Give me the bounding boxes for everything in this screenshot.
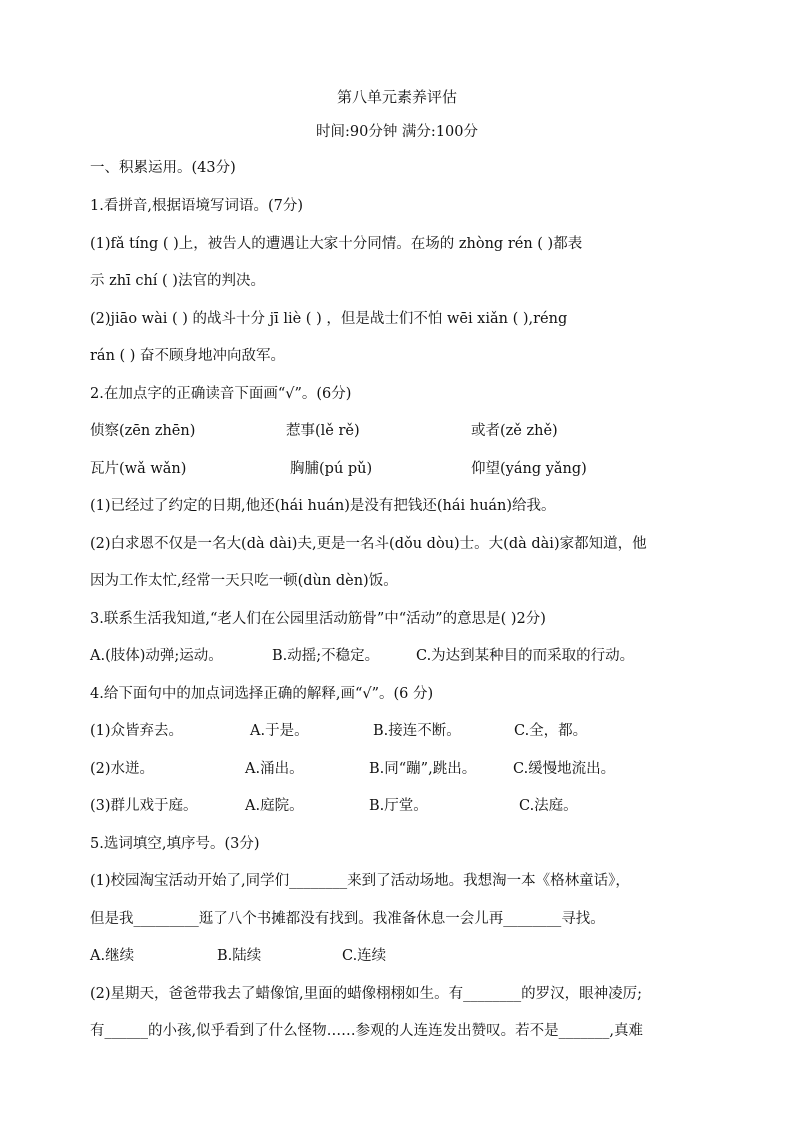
q4-row1-option-c: C.全，都。 bbox=[514, 723, 588, 739]
q5-option-a: A.继续 bbox=[90, 948, 135, 964]
page-title: 第八单元素养评估 bbox=[336, 88, 457, 106]
q2-sentence1: (1)已经过了约定的日期,他还(hái huán)是没有把钱还(hái huán)给我。 bbox=[90, 498, 556, 514]
q4-row2-option-b: B.同“蹦”,跳出。 bbox=[369, 761, 477, 777]
q4-row3-option-b: B.厅堂。 bbox=[369, 798, 428, 814]
q4-row1-option-a: A.于是。 bbox=[250, 723, 309, 739]
q1-part2-line1: (2)jiāo wài ( ) 的战斗十分 jī liè ( ) ，但是战士们不怕 wēi xiǎn ( ),réng bbox=[90, 311, 568, 327]
q4-row1-option-b: B.接连不断。 bbox=[373, 723, 461, 739]
q2-item: 瓦片(wǎ wǎn) bbox=[90, 461, 187, 477]
q2-item: 仰望(yáng yǎng) bbox=[471, 461, 587, 477]
q5-part1-line2: 但是我_________逛了八个书摊都没有找到。我准备休息一会儿再________寻找。 bbox=[90, 911, 605, 927]
q5-option-c: C.连续 bbox=[342, 948, 387, 964]
section-heading: 一、积累运用。(43分) bbox=[90, 160, 236, 176]
q1-part1-line2: 示 zhī chí ( )法官的判决。 bbox=[90, 273, 265, 289]
q1-part1-line1: (1)fǎ tíng ( )上，被告人的遭遇让大家十分同情。在场的 zhòng rén ( )都表 bbox=[90, 236, 583, 252]
q5-title: 5.选词填空,填序号。(3分) bbox=[90, 836, 260, 852]
q5-part2-line2: 有______的小孩,似乎看到了什么怪物……参观的人连连发出赞叹。若不是_______,真难 bbox=[90, 1023, 643, 1039]
q2-item: 惹事(lě rě) bbox=[286, 423, 360, 439]
q4-row2-option-a: A.涌出。 bbox=[245, 761, 304, 777]
q2-title: 2.在加点字的正确读音下面画“√”。(6分) bbox=[90, 386, 352, 402]
q5-part1-line1: (1)校园淘宝活动开始了,同学们________来到了活动场地。我想淘一本《格林童话》， bbox=[90, 873, 630, 889]
q4-row1-sentence: (1)众皆弃去。 bbox=[90, 723, 184, 739]
q3-option-c: C.为达到某种目的而采取的行动。 bbox=[416, 648, 635, 664]
q2-item: 侦察(zēn zhēn) bbox=[90, 423, 196, 439]
q4-row2-sentence: (2)水迸。 bbox=[90, 761, 155, 777]
q4-row3-option-c: C.法庭。 bbox=[519, 798, 578, 814]
exam-meta: 时间:90分钟 满分:100分 bbox=[315, 124, 478, 140]
q4-row2-option-c: C.缓慢地流出。 bbox=[513, 761, 616, 777]
q4-row3-sentence: (3)群儿戏于庭。 bbox=[90, 798, 198, 814]
q2-sentence2-line2: 因为工作太忙,经常一天只吃一顿(dùn dèn)饭。 bbox=[90, 573, 398, 589]
q1-part2-line2: rán ( ) 奋不顾身地冲向敌军。 bbox=[90, 348, 286, 364]
q2-item: 或者(zě zhě) bbox=[471, 423, 558, 439]
q3-title: 3.联系生活我知道,“老人们在公园里活动筋骨”中“活动”的意思是( )2分) bbox=[90, 611, 546, 627]
q3-option-b: B.动摇;不稳定。 bbox=[272, 648, 380, 664]
q4-title: 4.给下面句中的加点词选择正确的解释,画“√”。(6 分) bbox=[90, 686, 434, 702]
q4-row3-option-a: A.庭院。 bbox=[245, 798, 304, 814]
q3-option-a: A.(肢体)动弹;运动。 bbox=[90, 648, 223, 664]
q5-part2-line1: (2)星期天，爸爸带我去了蜡像馆,里面的蜡像栩栩如生。有________的罗汉，眼神凌厉; bbox=[90, 986, 643, 1002]
q2-sentence2-line1: (2)白求恩不仅是一名大(dà dài)夫,更是一名斗(dǒu dòu)士。大(dà dài)家都知道，他 bbox=[90, 536, 647, 552]
q1-title: 1.看拼音,根据语境写词语。(7分) bbox=[90, 198, 303, 214]
q2-item: 胸脯(pú pǔ) bbox=[290, 461, 373, 477]
q5-option-b: B.陆续 bbox=[217, 948, 262, 964]
